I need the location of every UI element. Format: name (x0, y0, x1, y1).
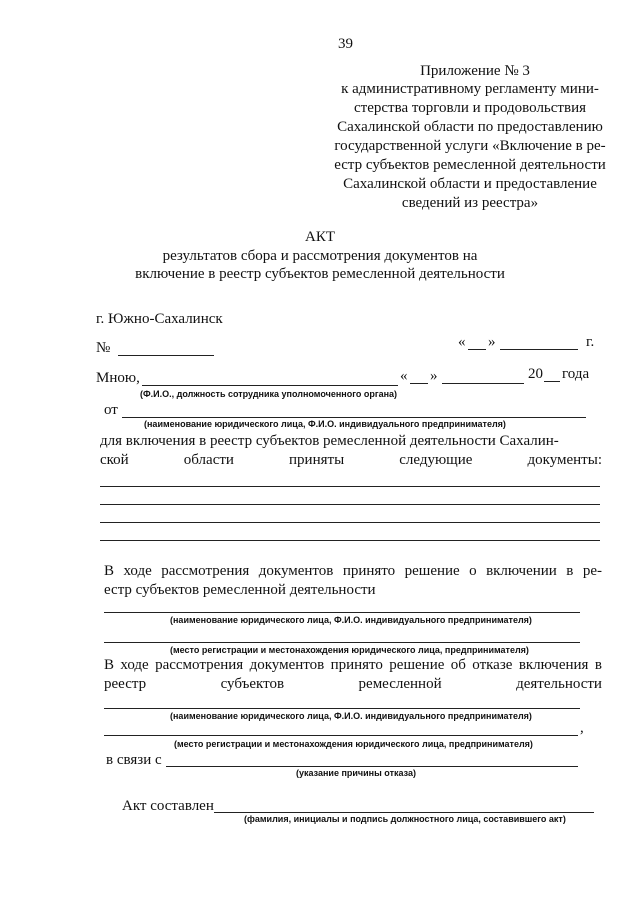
word: В (104, 657, 115, 673)
word: субъектов (220, 676, 285, 692)
compiled-label: Акт составлен (122, 798, 214, 814)
by-me-name-field[interactable] (142, 385, 398, 386)
decision-refuse-line-1 (104, 657, 602, 674)
word: ходе (120, 657, 149, 673)
by-me-month-field[interactable] (442, 383, 524, 384)
word: ской (100, 452, 129, 468)
compiled-field[interactable] (214, 812, 594, 813)
date-day-field[interactable] (468, 349, 486, 350)
accepted-line-1: для включения в реестр субъектов ремесленной деятельности Сахалин- (100, 433, 559, 449)
include-name-field[interactable] (104, 612, 580, 613)
word: документов (258, 563, 334, 579)
word: ходе (123, 563, 152, 579)
word: отказе (472, 657, 513, 673)
compiled-caption: (фамилия, инициалы и подпись должностного лица, составившего акт) (244, 814, 566, 824)
date-quote-close: » (488, 334, 496, 350)
documents-line[interactable] (100, 522, 600, 523)
documents-line[interactable] (100, 486, 600, 487)
by-me-year-field[interactable] (544, 381, 560, 382)
number-field[interactable] (118, 355, 214, 356)
year-suffix: г. (586, 334, 595, 350)
word: реестр (104, 676, 147, 692)
decision-refuse-line-2 (104, 676, 602, 693)
word: включения (518, 657, 589, 673)
by-me-day-field[interactable] (410, 383, 428, 384)
documents-line[interactable] (100, 504, 600, 505)
date-quote-open: « (458, 334, 466, 350)
by-me-year-word: года (562, 366, 590, 382)
from-label: от (104, 402, 118, 418)
word: документы: (527, 452, 602, 468)
appendix-line: Сахалинской области по предоставлению (337, 119, 603, 135)
from-caption: (наименование юридического лица, Ф.И.О. индивидуального предпринимателя) (144, 419, 506, 429)
word: об (450, 657, 466, 673)
word: о (469, 563, 477, 579)
word: документов (249, 657, 325, 673)
documents-line[interactable] (100, 540, 600, 541)
from-field[interactable] (122, 417, 586, 418)
decision-include-line-1 (104, 563, 602, 580)
word: в (566, 563, 574, 579)
city: г. Южно-Сахалинск (96, 311, 223, 327)
reason-caption: (указание причины отказа) (296, 768, 416, 778)
accepted-line-2 (100, 452, 602, 469)
appendix-line: естр субъектов ремесленной деятельности (334, 157, 606, 173)
by-me-label: Мною, (96, 370, 140, 386)
word: рассмотрения (155, 657, 244, 673)
include-address-field[interactable] (104, 642, 580, 643)
word: деятельности (516, 676, 602, 692)
appendix-line: Сахалинской области и предоставление (343, 176, 597, 192)
word: приняты (289, 452, 345, 468)
appendix-line: к административному регламенту мини- (341, 81, 599, 97)
refuse-address-field[interactable] (104, 735, 578, 736)
appendix-line: сведений из реестра» (401, 195, 539, 211)
appendix-title: Приложение № 3 (420, 63, 530, 79)
include-caption-2: (место регистрации и местонахождения юридического лица, предпринимателя) (170, 645, 529, 655)
word: ремесленной (358, 676, 442, 692)
word: рассмотрения (161, 563, 250, 579)
by-me-year-prefix: 20 (528, 366, 543, 382)
word: области (183, 452, 234, 468)
word: ре- (582, 563, 602, 579)
word: решение (404, 563, 460, 579)
page-number: 39 (338, 36, 353, 52)
act-title: АКТ (305, 229, 335, 245)
act-subtitle-line: результатов сбора и рассмотрения документов на (162, 248, 478, 264)
by-me-quote-open: « (400, 368, 408, 384)
refuse-comma: , (580, 720, 584, 736)
word: принято (330, 657, 383, 673)
refuse-caption-2: (место регистрации и местонахождения юридического лица, предпринимателя) (174, 739, 533, 749)
word: включении (486, 563, 557, 579)
reason-label: в связи с (106, 752, 162, 768)
appendix-line: стерства торговли и продовольствия (354, 100, 586, 116)
decision-include-line-2: естр субъектов ремесленной деятельности (104, 582, 376, 598)
reason-field[interactable] (166, 766, 578, 767)
date-month-field[interactable] (500, 349, 578, 350)
number-label: № (96, 340, 111, 356)
by-me-caption: (Ф.И.О., должность сотрудника уполномоченного органа) (140, 389, 398, 399)
word: решение (389, 657, 445, 673)
include-caption-1: (наименование юридического лица, Ф.И.О. индивидуального предпринимателя) (170, 615, 532, 625)
word: принято (342, 563, 396, 579)
word: В (104, 563, 115, 579)
refuse-caption-1: (наименование юридического лица, Ф.И.О. индивидуального предпринимателя) (170, 711, 532, 721)
word: следующие (399, 452, 473, 468)
word: в (594, 657, 602, 673)
by-me-quote-close: » (430, 368, 438, 384)
refuse-name-field[interactable] (104, 708, 580, 709)
act-subtitle-line: включение в реестр субъектов ремесленной деятельности (135, 266, 505, 282)
appendix-line: государственной услуги «Включение в ре- (334, 138, 606, 154)
